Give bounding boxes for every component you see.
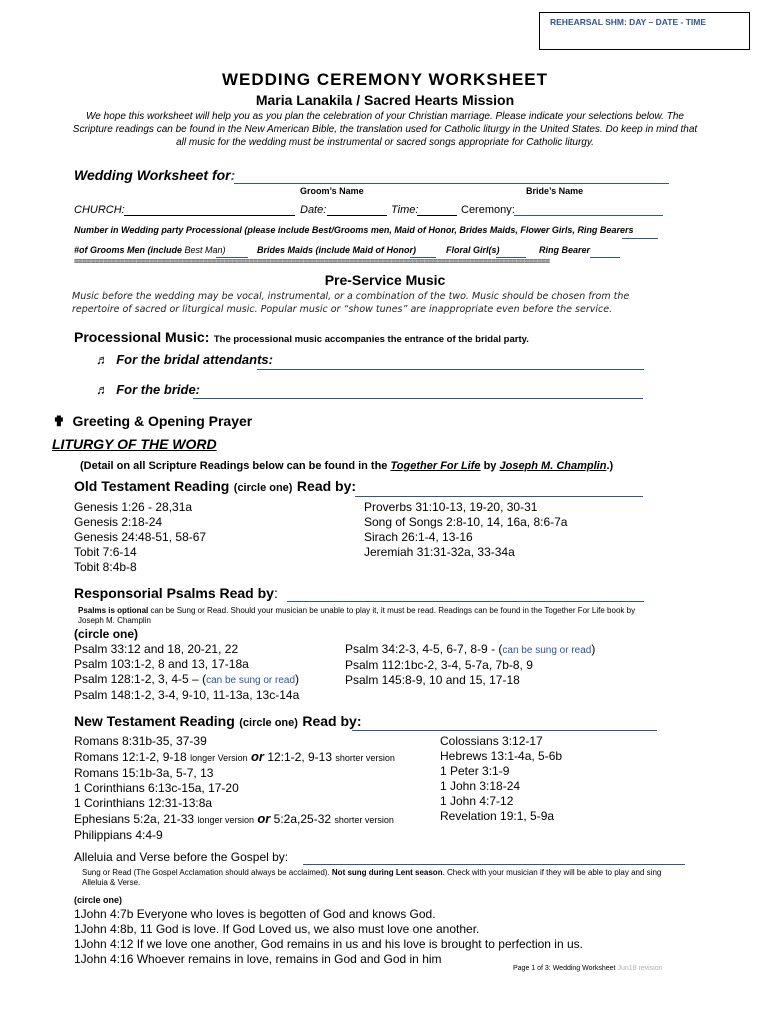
rehearsal-box bbox=[539, 12, 750, 50]
ot-option[interactable]: Genesis 1:26 - 28,31a bbox=[74, 500, 193, 514]
scripture-detail-note bbox=[80, 460, 613, 472]
ot-read-by: Read by: bbox=[296, 478, 357, 494]
page-footer bbox=[513, 965, 663, 972]
footer-text: Page 1 of 3: Wedding Worksheet bbox=[513, 965, 616, 972]
worksheet-for-label bbox=[74, 167, 235, 183]
nt-option[interactable]: Philippians 4:4-9 bbox=[74, 828, 163, 842]
alleluia-note-pre: Sung or Read (The Gospel Acclamation should always be acclaimed). bbox=[82, 868, 332, 877]
bride-music-label: For the bride: bbox=[116, 382, 201, 397]
psalm-option[interactable]: Psalm 145:8-9, 10 and 15, 17-18 bbox=[345, 673, 520, 687]
psalm-option[interactable]: Psalm 112:1bc-2, 3-4, 5-7a, 7b-8, 9 bbox=[345, 658, 533, 672]
floral-girls-label: Floral Girl(s) bbox=[446, 245, 500, 255]
alleluia-label: Alleluia and Verse before the Gospel by: bbox=[74, 850, 289, 864]
page-title: WEDDING CEREMONY WORKSHEET bbox=[221, 70, 549, 89]
psalms-left-list bbox=[74, 642, 299, 703]
processional-desc: The processional music accompanies the entrance of the bridal party. bbox=[213, 334, 529, 345]
ot-option[interactable]: Proverbs 31:10-13, 19-20, 30-31 bbox=[364, 500, 538, 514]
groom-name-label: Groom’s Name bbox=[300, 186, 364, 196]
brides-maids-label: Brides Maids (include Maid of Honor) bbox=[257, 245, 417, 255]
rehearsal-label: REHEARSAL SHM: DAY – DATE - TIME bbox=[550, 17, 707, 27]
processional-count-field[interactable] bbox=[622, 238, 658, 239]
psalms-note-text: can be Sung or Read. Should your musician be unable to play it, it must be read. Readings can be found in the Together For Life book by Joseph M. Champlin bbox=[78, 606, 636, 625]
alleluia-circle: (circle one) bbox=[74, 895, 123, 905]
psalm-text: Psalm 34:2-3, 4-5, 6-7, 8-9 - ( bbox=[345, 642, 503, 656]
nt-option[interactable]: 1 Corinthians 12:31-13:8a bbox=[74, 796, 213, 810]
divider-line: ================================================================================================================== bbox=[74, 257, 550, 266]
nt-text: Romans 12:1-2, 9-18 bbox=[74, 750, 187, 764]
ot-option[interactable]: Jeremiah 31:31-32a, 33-34a bbox=[364, 545, 515, 559]
sung-or-read-note: can be sung or read bbox=[502, 645, 592, 656]
attendants-row bbox=[96, 352, 273, 367]
alleluia-option[interactable]: 1John 4:8b, 11 God is love. If God Loved us, we also must love one another. bbox=[74, 922, 480, 936]
alleluia-note bbox=[82, 868, 672, 888]
psalm-close: ) bbox=[295, 672, 300, 686]
ot-circle: (circle one) bbox=[233, 482, 293, 494]
nt-option[interactable]: Colossians 3:12-17 bbox=[440, 734, 543, 748]
ot-option[interactable]: Tobit 7:6-14 bbox=[74, 545, 137, 559]
nt-left-list bbox=[74, 734, 395, 843]
psalms-heading bbox=[74, 585, 278, 601]
cross-icon: ✟ bbox=[53, 413, 65, 429]
time-label: Time: bbox=[391, 204, 419, 216]
ceremony-label: Ceremony: bbox=[461, 204, 515, 216]
nt-option[interactable] bbox=[74, 749, 395, 766]
alleluia-option[interactable]: 1John 4:7b Everyone who loves is begotten of God and knows God. bbox=[74, 907, 436, 921]
psalm-option[interactable]: Psalm 33:12 and 18, 20-21, 22 bbox=[74, 642, 239, 656]
nt-circle: (circle one) bbox=[239, 717, 298, 729]
nt-or: or bbox=[250, 749, 264, 764]
worksheet-for-text: Wedding Worksheet for bbox=[74, 167, 231, 183]
nt-option[interactable] bbox=[74, 811, 395, 828]
ot-reader-field[interactable] bbox=[355, 496, 643, 497]
detail-mid: by bbox=[480, 460, 500, 472]
psalms-right-list bbox=[345, 642, 595, 688]
psalm-close: ) bbox=[591, 642, 596, 656]
nt-or: or bbox=[257, 811, 271, 826]
alleluia-note-bold: Not sung during Lent season bbox=[331, 868, 443, 877]
nt-read-by: Read by: bbox=[302, 713, 362, 729]
time-field[interactable] bbox=[417, 215, 457, 216]
ceremony-field[interactable] bbox=[514, 215, 663, 216]
attendants-music-field[interactable] bbox=[257, 369, 644, 370]
psalms-note bbox=[78, 606, 648, 626]
nt-alt: 12:1-2, 9-13 bbox=[267, 750, 333, 764]
psalm-option[interactable]: Psalm 148:1-2, 3-4, 9-10, 11-13a, 13c-14a bbox=[74, 688, 300, 702]
alleluia-option[interactable]: 1John 4:12 If we love one another, God remains in us and his love is brought to perfection in us. bbox=[74, 937, 583, 951]
psalms-circle: (circle one) bbox=[74, 627, 139, 641]
worksheet-for-field[interactable] bbox=[234, 183, 669, 184]
nt-option[interactable]: 1 Peter 3:1-9 bbox=[440, 764, 510, 778]
ot-right-list bbox=[364, 500, 567, 560]
ot-option[interactable]: Tobit 8:4b-8 bbox=[74, 560, 137, 574]
psalms-note-bold: Psalms is optional bbox=[78, 606, 149, 615]
church-label: CHURCH: bbox=[74, 204, 125, 216]
grooms-men-text: #of Grooms Men (include bbox=[74, 245, 183, 255]
psalms-reader-field[interactable] bbox=[287, 601, 644, 602]
date-field[interactable] bbox=[327, 215, 387, 216]
ot-heading bbox=[74, 478, 356, 496]
detail-pre: (Detail on all Scripture Readings below can be found in the bbox=[80, 460, 391, 472]
processional-heading bbox=[74, 329, 529, 347]
bride-name-label: Bride’s Name bbox=[526, 186, 584, 196]
nt-option[interactable]: 1 Corinthians 6:13c-15a, 17-20 bbox=[74, 781, 239, 795]
bride-music-row bbox=[96, 382, 200, 397]
grooms-men-label bbox=[74, 245, 226, 255]
ot-option[interactable]: Genesis 24:48-51, 58-67 bbox=[74, 530, 207, 544]
ot-left-list bbox=[74, 500, 206, 575]
nt-option[interactable]: Romans 15:1b-3a, 5-7, 13 bbox=[74, 766, 214, 780]
greeting-row bbox=[53, 413, 252, 430]
nt-option[interactable]: Revelation 19:1, 5-9a bbox=[440, 809, 555, 823]
page-subtitle: Maria Lanakila / Sacred Hearts Mission bbox=[255, 92, 515, 108]
detail-book: Together For Life bbox=[390, 460, 481, 472]
bride-music-field[interactable] bbox=[193, 398, 643, 399]
intro-text: We hope this worksheet will help you as you plan the celebration of your Christian marriage. Please indicate your selections below. The Scripture readings can be found in the New American Bible, the translation used for Catholic liturgy in the United States. Do keep in mind that all music for the wedding must be instrumental or sacred songs appropriate for Catholic liturgy. bbox=[72, 111, 698, 148]
music-note-icon: ♬ bbox=[96, 382, 109, 397]
footer-revision: Jun18 revision bbox=[617, 965, 663, 972]
psalm-option[interactable] bbox=[345, 642, 595, 658]
worksheet-for-colon: : bbox=[230, 167, 236, 183]
detail-post: .) bbox=[606, 460, 614, 472]
nt-right-list bbox=[440, 734, 562, 824]
church-field[interactable] bbox=[124, 215, 295, 216]
ring-bearer-label: Ring Bearer bbox=[539, 245, 591, 255]
processional-title: Processional Music: bbox=[74, 329, 210, 345]
nt-option[interactable]: 1 John 3:18-24 bbox=[440, 779, 521, 793]
nt-reader-field[interactable] bbox=[352, 730, 657, 731]
best-man-text: Best Man) bbox=[184, 245, 226, 255]
psalm-option[interactable] bbox=[74, 672, 299, 688]
alleluia-note-post: . Check with your musician if they will be able to play and sing Alleluia & Verse. bbox=[82, 868, 662, 887]
alleluia-field[interactable] bbox=[303, 864, 685, 865]
psalms-colon: : bbox=[273, 585, 278, 601]
sung-or-read-note: can be sung or read bbox=[206, 675, 296, 686]
detail-author: Joseph M. Champlin bbox=[499, 460, 607, 472]
psalms-title: Responsorial Psalms Read by bbox=[74, 585, 274, 601]
nt-longer: longer Version bbox=[190, 753, 248, 763]
music-note-icon: ♬ bbox=[96, 352, 109, 367]
ot-option[interactable]: Genesis 2:18-24 bbox=[74, 515, 163, 529]
nt-text: Ephesians 5:2a, 21-33 bbox=[74, 812, 195, 826]
nt-option[interactable]: Hebrews 13:1-4a, 5-6b bbox=[440, 749, 563, 763]
psalm-option[interactable]: Psalm 103:1-2, 8 and 13, 17-18a bbox=[74, 657, 249, 671]
alleluia-list bbox=[74, 907, 583, 967]
nt-option[interactable]: Romans 8:31b-35, 37-39 bbox=[74, 734, 207, 748]
nt-shorter: shorter version bbox=[335, 753, 395, 763]
attendants-label: For the bridal attendants: bbox=[116, 352, 273, 367]
psalm-text: Psalm 128:1-2, 3, 4-5 – ( bbox=[74, 672, 207, 686]
nt-shorter: shorter version bbox=[334, 815, 394, 825]
nt-option[interactable]: 1 John 4:7-12 bbox=[440, 794, 514, 808]
ot-title: Old Testament Reading bbox=[74, 478, 230, 494]
liturgy-heading: LITURGY OF THE WORD bbox=[52, 436, 217, 452]
processional-count-text: Number in Wedding party Processional (please include Best/Grooms men, Maid of Honor, Brides Maids, Flower Girls, Ring Bearers bbox=[74, 225, 634, 235]
nt-heading bbox=[74, 713, 362, 731]
pre-service-heading: Pre-Service Music bbox=[324, 272, 446, 288]
nt-alt: 5:2a,25-32 bbox=[273, 812, 332, 826]
date-label: Date: bbox=[300, 204, 327, 216]
ot-option[interactable]: Song of Songs 2:8-10, 14, 16a, 8:6-7a bbox=[364, 515, 568, 529]
pre-service-text: Music before the wedding may be vocal, instrumental, or a combination of the two. Music should be chosen from the repertoire of sacred or liturgical music. Popular music or “show tunes” are inappropriate even before the service. bbox=[72, 291, 630, 315]
ot-option[interactable]: Sirach 26:1-4, 13-16 bbox=[364, 530, 473, 544]
nt-longer: longer version bbox=[197, 815, 254, 825]
greeting-heading: Greeting & Opening Prayer bbox=[72, 413, 253, 429]
alleluia-option[interactable]: 1John 4:16 Whoever remains in love, remains in God and God in him bbox=[74, 952, 442, 966]
nt-title: New Testament Reading bbox=[74, 713, 235, 729]
